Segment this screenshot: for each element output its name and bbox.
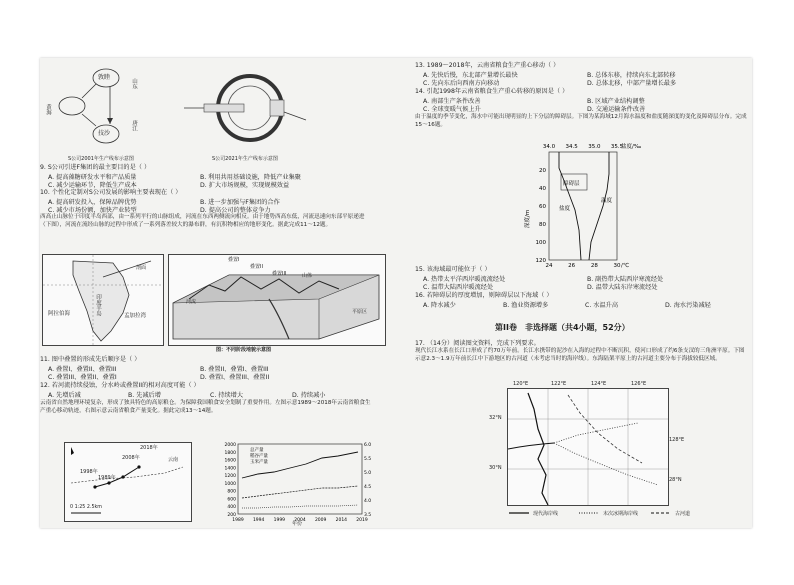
q13-option-b: B. 总体东移，持续向东北部转移 [587,72,676,79]
x-tick-label: 1994 [252,518,265,523]
top-tick-label: 35.5 [610,144,624,150]
q14-option-a: A. 南部生产条件改善 [423,98,481,105]
q12-option-d: D. 持续减小 [292,392,326,399]
node-label: 敦睦 [98,74,111,81]
map-label: 云南 [168,457,179,463]
top-tick-label: 34.0 [542,144,556,150]
legend-entry: 玉米产量 [250,460,268,465]
top-tick-label: 35.0 [588,144,601,150]
top-tick-label: 34.5 [565,144,578,150]
block-label: 平原区 [352,309,368,315]
y-tick-label: 400 [227,505,236,511]
depth-tick-label: 40 [539,186,546,192]
section-heading: 第II卷 非选择题（共4小题，52分） [495,323,630,332]
question-14-stem: 14. 引起1998年云南省粮食生产重心转移的原因是（ ） [415,88,569,95]
legend-entry: 总产量 [250,448,264,453]
q16-option-b: B. 渔业资源增多 [503,302,549,309]
longitude-label: 122°E [551,381,567,387]
depth-tick-label: 80 [539,222,546,228]
salinity-curve-label: 盐度 [559,206,571,212]
question-16-stem: 16. 若障碍层的厚度增加，则障碍层以下海域（ ） [415,292,553,299]
q13-option-c: C. 先向东后向西南方向移动 [423,80,500,87]
y-tick-label: 1800 [224,450,236,456]
depth-axis-label: 深度/m [525,209,531,228]
legend-label: 古河道 [675,511,691,517]
passage-11-12: 西高止山脉位于印度半岛西部，由一系列平行的山脉组成，河流在东西两侧流向相反。由于地势西高东低，河流迅速向东部平原递进（下图），河流在流经山脉的过程中形成了一系列落差较大的瀑布群，有沉积物相应的地形变化。据此完成11～12题。 [40,214,365,228]
longitude-label: 128°E [669,437,685,443]
depth-tick-label: 120 [535,258,546,264]
q9-option-d: D. 扩大市场规模，实现规模效益 [200,182,290,189]
q9-option-b: B. 利用共用基础设施，降低产业集聚 [200,174,301,181]
series-line-corn [242,505,358,508]
year-label: 2018年 [140,445,158,451]
q12-option-a: A. 先增后减 [48,392,81,399]
x-tick-label: 2004 [294,518,306,523]
y-tick-label: 600 [227,497,236,503]
q12-option-c: C. 持续增大 [210,392,244,399]
y2-tick-label: 4.0 [364,499,372,504]
q13-option-d: D. 总体北移，中部产量增长最多 [587,80,677,87]
legend-entry: 稻谷产量 [250,454,268,459]
legend-label: 末次冰期海岸线 [603,511,639,517]
block-label: 山体 [302,273,313,279]
barrier-layer-label: 障碍层 [563,181,580,187]
x-tick-label: 1989 [232,518,244,523]
bottom-tick-label: 26 [568,263,576,268]
question-9-stem: 9. S公司引进F集团的最主要目的是（ ） [40,164,151,171]
depth-tick-label: 60 [539,204,546,210]
y2-tick-label: 3.5 [364,513,372,518]
legend-label: 现代海岸线 [533,511,559,517]
figure-caption: S公司2021年生产线布示意图 [212,156,278,162]
year-label: 1989年 [98,475,116,481]
paleo-channel-map [507,388,669,506]
y-tick-label: 2000 [224,443,236,448]
node-label: 技沙 [98,130,111,137]
map-label: 阿拉伯海 [48,311,71,317]
latitude-label: 28°N [669,477,682,483]
q10-option-c: C. 减少市场份额，加快产业转型 [48,207,137,214]
question-17-heading: 17. （14分）阅读图文资料，完成下列要求。 [415,340,540,347]
q16-option-a: A. 降水减少 [423,302,456,309]
block-label: 叠置III [272,271,287,277]
scale-bar-label: 0 1:25 2.5km [70,505,102,510]
q16-option-d: D. 海水污染减轻 [665,302,711,309]
series-line-rice [242,486,358,498]
longitude-label: 126°E [631,381,647,387]
map-label: 孟加拉湾 [124,313,147,319]
x-tick-label: 2014 [335,518,348,523]
y2-tick-label: 5.0 [364,471,372,476]
q10-option-a: A. 提高研发投入，保障品牌优势 [48,199,137,206]
q14-option-d: D. 交通运输条件改善 [587,106,646,113]
depth-tick-label: 100 [535,240,546,246]
y2-tick-label: 4.5 [364,485,372,490]
bottom-tick-label: 30 [613,263,621,268]
q10-option-b: B. 进一步加强与F集团的合作 [200,199,280,206]
question-13-stem: 13. 1989～2018年，云南省粮食生产重心移动（ ） [415,62,560,69]
exam-sheet [40,58,752,528]
figure-caption: S公司2001年生产线布示意图 [68,156,134,162]
x-tick-label: 2009 [314,518,327,523]
y-tick-label: 1600 [224,458,236,464]
longitude-label: 124°E [591,381,607,387]
q10-option-d: D. 提高公司的整体竞争力 [200,207,271,214]
node-label: 山东 [131,78,137,89]
q13-option-a: A. 先快后慢，东北部产量增长最快 [423,72,518,79]
y-tick-label: 1400 [224,466,236,472]
y-tick-label: 800 [227,489,236,495]
y2-tick-label: 6.0 [364,443,372,448]
passage-15-16: 由于温度的季节变化，海水中可能出现明显的上下分层的障碍层。下图为某海域12月海水温度和盐度随深度的变化及障碍层分布。完成15～16题。 [415,114,747,128]
question-12-stem: 12. 若河流持续侵蚀，分水岭或叠置II的相对高度可能（ ） [40,382,200,389]
q11-option-b: B. 叠置II、叠置I、叠置III [200,366,269,373]
map-label: 剖面 [136,265,147,271]
x-tick-label: 1999 [273,518,286,523]
question-17-passage: 现代长江水系在长江口形成了约70万年前。长江水携带的泥沙在入海的过程中不断沉积，使河口形成了约6条支汊的三角洲平原。下图示意2.3～1.9万年前长江中下游地区的古河道（未考虑当时的海岸线）。东海陆架平原上的古河道主要分布于海拔较低区域。 [415,348,745,362]
passage-13-14: 云南省自然地理环境复杂，形成了独具特色的高原粮仓。为保障我国粮食安全划制了重要作用。左图示意1989～2018年云南省粮食生产重心移动轨迹，右图示意云南省粮食产量变化。据此完成13～14题。 [40,400,371,414]
y-tick-label: 1000 [224,481,236,487]
longitude-label: 120°E [513,381,529,387]
temperature-curve-label: 温度 [601,198,613,204]
bottom-tick-label: 28 [590,263,598,268]
q9-option-a: A. 提高藻糖研发水平和产品质量 [48,174,137,181]
q15-option-b: B. 副热带大陆西岸寒流经处 [587,276,664,283]
q12-option-b: B. 先减后增 [128,392,161,399]
q11-option-d: D. 叠置I、叠置III、叠置II [200,374,270,381]
grain-production-chart [212,438,388,526]
q14-option-b: B. 区域产业结构调整 [587,98,645,105]
latitude-label: 30°N [489,465,502,471]
q15-option-c: C. 温带大陆西岸暖流经处 [423,284,494,291]
y-tick-label: 1200 [224,474,236,480]
q16-option-c: C. 水温升高 [585,302,619,309]
question-10-stem: 10. 个性化定制对S公司发展的影响主要表现在（ ） [40,189,182,196]
y2-tick-label: 5.5 [364,457,372,462]
bottom-tick-label: 24 [545,263,553,268]
question-15-stem: 15. 该海域最可能位于（ ） [415,266,491,273]
x-tick-label: 2019 [356,518,368,523]
q9-option-c: C. 减少运输环节，降低生产成本 [48,182,137,189]
block-label: 叠置II [250,264,263,270]
q14-option-c: C. 全球变暖气候上升 [423,106,481,113]
depth-tick-label: 20 [539,168,546,174]
q11-option-a: A. 叠置I、叠置II、叠置III [48,366,117,373]
temperature-curve [589,152,609,260]
year-label: 1998年 [80,469,98,475]
top-axis-label: 盐度/‰ [621,144,642,150]
node-label: 唐江 [131,120,137,131]
landform-block-diagram [168,254,386,346]
year-label: 2008年 [122,455,140,461]
x-axis-label: 年份 [292,521,303,527]
block-label: 叠置I [228,257,240,263]
bottom-axis-unit: /℃ [621,263,630,268]
q15-option-d: D. 温带大陆东岸寒流经处 [587,284,658,291]
temperature-salinity-profile [521,138,681,268]
block-label: 河流 [186,299,197,305]
figure-caption: 图：不同阶段地貌示意图 [216,347,272,353]
production-layout-diagram [44,60,314,164]
question-11-stem: 11. 图中叠置的形成先后顺序是（ ） [40,356,141,363]
latitude-label: 32°N [489,415,502,421]
y-tick-label: 200 [227,513,236,518]
node-label: 黄海 [45,104,51,115]
map-label: 印度半岛 [95,294,101,316]
q15-option-a: A. 热带太平洋西岸暖流流经处 [423,276,506,283]
q11-option-c: C. 叠置III、叠置II、叠置I [48,374,117,381]
